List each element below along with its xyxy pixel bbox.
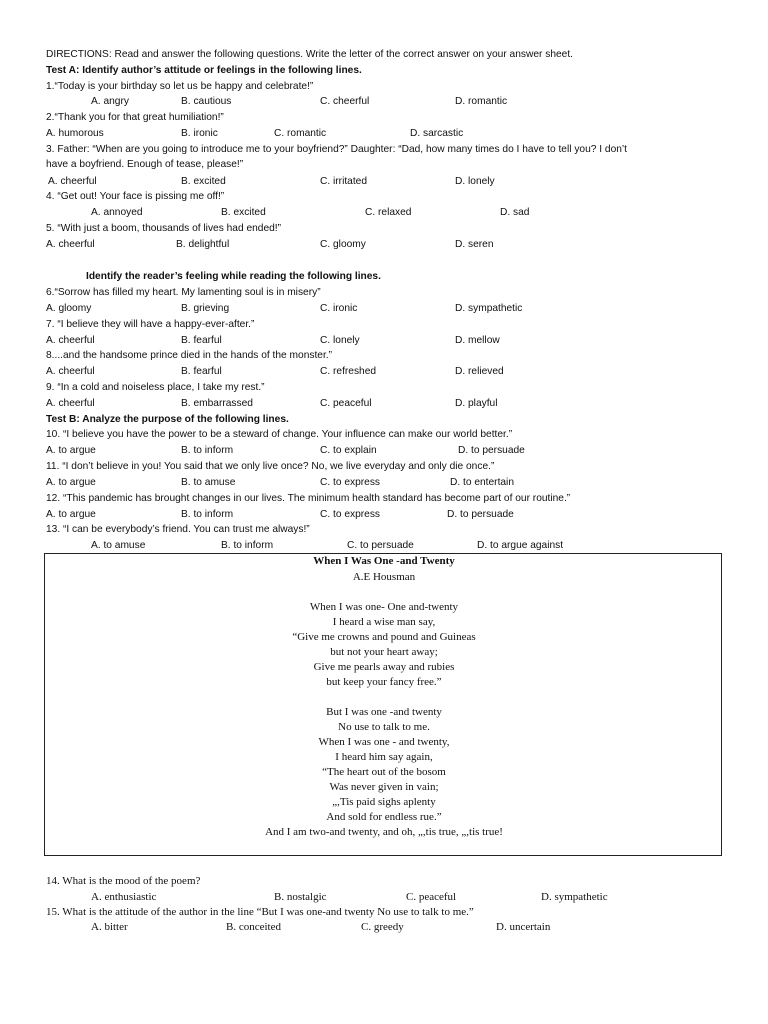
test-a-heading: Test A: Identify author’s attitude or feelings in the following lines. xyxy=(46,65,362,76)
poem-line: But I was one -and twenty xyxy=(326,706,442,718)
choice-5c: C. gloomy xyxy=(320,239,366,250)
question-4: 4. “Get out! Your face is pissing me off!” xyxy=(46,191,225,202)
poem-line: Was never given in vain; xyxy=(329,781,439,793)
choice-11d: D. to entertain xyxy=(450,477,514,488)
choice-14d: D. sympathetic xyxy=(541,891,608,903)
choice-14a: A. enthusiastic xyxy=(91,891,157,903)
choice-15d: D. uncertain xyxy=(496,921,551,933)
choice-2d: D. sarcastic xyxy=(410,128,464,139)
poem-line: When I was one- One and-twenty xyxy=(309,601,459,613)
question-15: 15. What is the attitude of the author in the line “But I was one-and twenty No use to talk to me.” xyxy=(46,906,474,918)
choice-11b: B. to amuse xyxy=(181,477,236,488)
poem-line: Give me pearls away and rubies xyxy=(313,661,455,673)
choice-14c: C. peaceful xyxy=(406,891,457,903)
choice-7c: C. lonely xyxy=(320,335,360,346)
poem-line: I heard a wise man say, xyxy=(332,616,436,628)
choice-11a: A. to argue xyxy=(46,477,96,488)
test-b-heading: Test B: Analyze the purpose of the following lines. xyxy=(46,414,289,425)
choice-12b: B. to inform xyxy=(181,509,234,520)
question-7: 7. “I believe they will have a happy-ever-after.” xyxy=(46,319,255,330)
question-13: 13. “I can be everybody’s friend. You can trust me always!” xyxy=(46,524,310,535)
choice-10c: C. to explain xyxy=(320,445,377,456)
poem-line: When I was one - and twenty, xyxy=(318,736,450,748)
choice-5d: D. seren xyxy=(455,239,494,250)
choice-13a: A. to amuse xyxy=(91,540,146,551)
choice-8b: B. fearful xyxy=(181,366,222,377)
choice-11c: C. to express xyxy=(320,477,381,488)
poem-line: No use to talk to me. xyxy=(338,721,430,733)
question-12: 12. “This pandemic has brought changes in our lives. The minimum health standard has become part of our routine.” xyxy=(46,493,571,504)
choice-10b: B. to inform xyxy=(181,445,234,456)
choice-10a: A. to argue xyxy=(46,445,96,456)
question-9: 9. “In a cold and noiseless place, I take my rest.” xyxy=(46,382,265,393)
poem-line: „,Tis paid sighs aplenty xyxy=(332,796,436,808)
choice-9b: B. embarrassed xyxy=(181,398,253,409)
poem-box xyxy=(44,553,722,856)
reader-feeling-heading: Identify the reader’s feeling while reading the following lines. xyxy=(86,271,381,282)
choice-1d: D. romantic xyxy=(455,96,508,107)
choice-6c: C. ironic xyxy=(320,303,358,314)
question-3-continued: have a boyfriend. Enough of tease, please!” xyxy=(46,159,244,170)
choice-12c: C. to express xyxy=(320,509,381,520)
question-2: 2.“Thank you for that great humiliation!” xyxy=(46,112,224,123)
choice-7a: A. cheerful xyxy=(46,335,95,346)
choice-5b: B. delightful xyxy=(176,239,230,250)
choice-4b: B. excited xyxy=(221,207,266,218)
choice-7d: D. mellow xyxy=(455,335,500,346)
choice-3d: D. lonely xyxy=(455,176,495,187)
choice-2b: B. ironic xyxy=(181,128,218,139)
choice-3a: A. cheerful xyxy=(48,176,97,187)
choice-15c: C. greedy xyxy=(361,921,404,933)
choice-13c: C. to persuade xyxy=(347,540,414,551)
poem-line: “The heart out of the bosom xyxy=(322,766,446,778)
choice-8c: C. refreshed xyxy=(320,366,377,377)
choice-10d: D. to persuade xyxy=(458,445,525,456)
choice-9c: C. peaceful xyxy=(320,398,372,409)
choice-12d: D. to persuade xyxy=(447,509,514,520)
choice-15b: B. conceited xyxy=(226,921,281,933)
choice-3b: B. excited xyxy=(181,176,226,187)
question-10: 10. “I believe you have the power to be a steward of change. Your influence can make our world better.” xyxy=(46,429,513,440)
question-6: 6.“Sorrow has filled my heart. My lamenting soul is in misery” xyxy=(46,287,321,298)
poem-line: And I am two-and twenty, and oh, „,tis true, „,tis true! xyxy=(265,826,503,838)
poem-line: but keep your fancy free.” xyxy=(326,676,442,688)
choice-9a: A. cheerful xyxy=(46,398,95,409)
question-3: 3. Father: “When are you going to introduce me to your boyfriend?” Daughter: “Dad, how many times do I have to tell you? I don’t xyxy=(46,144,627,155)
question-11: 11. “I don’t believe in you! You said that we only live once? No, we live everyday and only die once.” xyxy=(46,461,495,472)
choice-14b: B. nostalgic xyxy=(274,891,327,903)
choice-13b: B. to inform xyxy=(221,540,274,551)
choice-6d: D. sympathetic xyxy=(455,303,523,314)
poem-line: “Give me crowns and pound and Guineas xyxy=(292,631,476,643)
choice-12a: A. to argue xyxy=(46,509,96,520)
choice-5a: A. cheerful xyxy=(46,239,95,250)
poem-author: A.E Housman xyxy=(352,571,416,583)
poem-line: I heard him say again, xyxy=(335,751,433,763)
question-14: 14. What is the mood of the poem? xyxy=(46,875,201,887)
question-1: 1.“Today is your birthday so let us be happy and celebrate!” xyxy=(46,81,314,92)
choice-7b: B. fearful xyxy=(181,335,222,346)
question-5: 5. “With just a boom, thousands of lives had ended!” xyxy=(46,223,282,234)
question-8: 8....and the handsome prince died in the hands of the monster.” xyxy=(46,350,333,361)
choice-4a: A. annoyed xyxy=(91,207,143,218)
poem-title: When I Was One -and Twenty xyxy=(313,555,455,567)
poem-line: but not your heart away; xyxy=(330,646,438,658)
choice-3c: C. irritated xyxy=(320,176,367,187)
choice-6a: A. gloomy xyxy=(46,303,92,314)
choice-15a: A. bitter xyxy=(91,921,128,933)
choice-6b: B. grieving xyxy=(181,303,230,314)
choice-1b: B. cautious xyxy=(181,96,232,107)
choice-13d: D. to argue against xyxy=(477,540,564,551)
choice-9d: D. playful xyxy=(455,398,498,409)
choice-1a: A. angry xyxy=(91,96,129,107)
choice-8d: D. relieved xyxy=(455,366,504,377)
choice-2c: C. romantic xyxy=(274,128,327,139)
choice-4c: C. relaxed xyxy=(365,207,412,218)
choice-2a: A. humorous xyxy=(46,128,104,139)
choice-1c: C. cheerful xyxy=(320,96,370,107)
directions-text: DIRECTIONS: Read and answer the following questions. Write the letter of the correct answer on your answer sheet. xyxy=(46,49,573,60)
choice-8a: A. cheerful xyxy=(46,366,95,377)
choice-4d: D. sad xyxy=(500,207,530,218)
poem-line: And sold for endless rue.” xyxy=(326,811,442,823)
